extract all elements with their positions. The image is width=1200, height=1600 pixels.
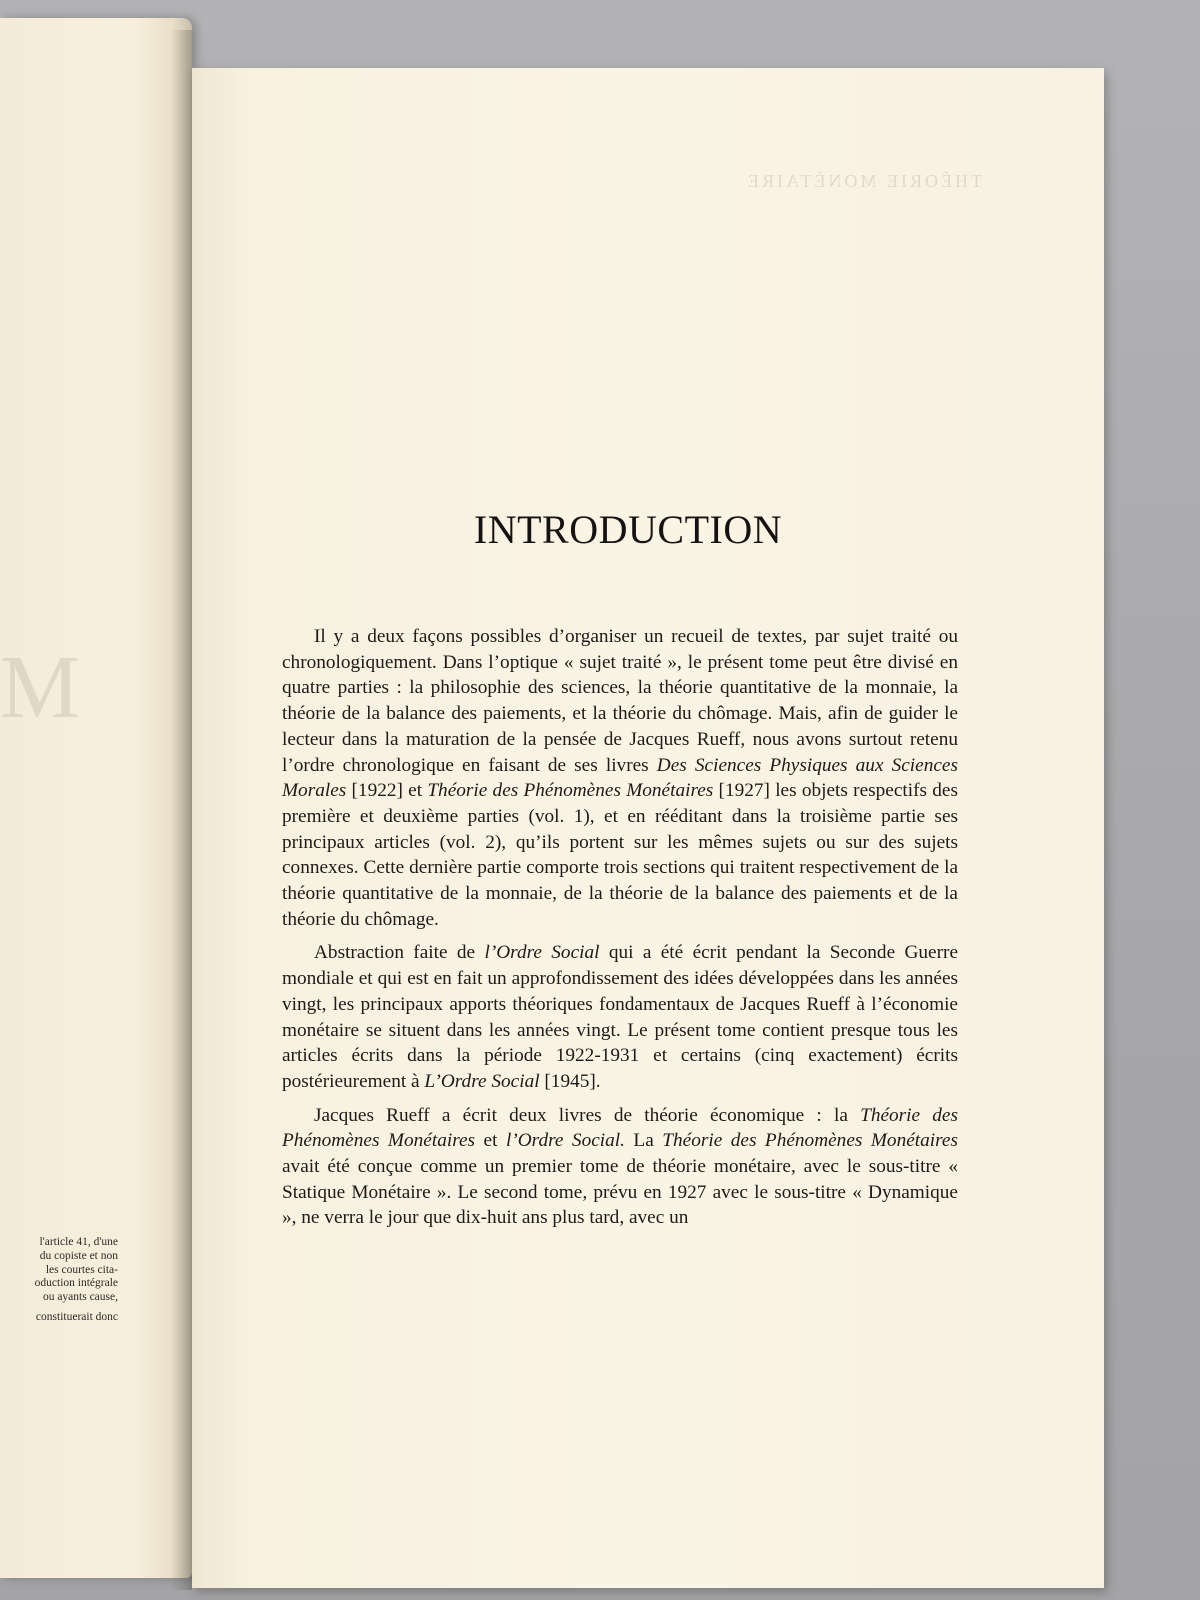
footnote-line: les courtes cita-: [45, 1263, 118, 1276]
footnote-line: ou ayants cause,: [42, 1291, 118, 1304]
text-run: [1927] les objets respectifs des première et deuxième parties (vol. 1), et en rééditant dans la troisième partie ses principaux articles (vol. 2), qu’ils portent sur les mêmes sujets ou sur des sujets connexes. Cette dernière partie comporte trois sections qui traitent respectivement de la théorie quantitative de la monnaie, de la théorie de la balance des paiements et de la théorie du chômage.: [282, 780, 958, 930]
text-run: La: [624, 1130, 663, 1152]
book-title: Théorie des Phénomènes Monétaires: [427, 780, 714, 802]
book-title: L’Ordre Social: [424, 1070, 540, 1092]
text-run: [1922] et: [346, 780, 428, 802]
book-title: l’Ordre Social.: [505, 1130, 625, 1152]
text-run: et: [475, 1130, 506, 1152]
paragraph-1: [282, 624, 958, 932]
book-title: l’Ordre Social: [484, 942, 600, 964]
footnote-line: constituerait donc: [35, 1310, 118, 1323]
text-run: avait été conçue comme un premier tome de théorie monétaire, avec le sous-titre « Statique Monétaire ». Le second tome, prévu en 1927 avec le sous-titre « Dynamique », ne verra le jour que dix-huit ans plus tard, avec un: [282, 1156, 958, 1229]
footnote-line: oduction intégrale: [34, 1277, 118, 1290]
text-run: [1945].: [539, 1070, 601, 1092]
show-through-header: THÉORIE MONÉTAIRE: [744, 171, 982, 191]
text-run: qui a été écrit pendant la Seconde Guerre mondiale et qui est en fait un approfondissement des idées développées dans les années vingt, les principaux apports théoriques fondamentaux de Jacques Rueff à l’économie monétaire se situent dans les années vingt. Le présent tome contient presque tous les articles écrits dans la période 1922-1931 et certains (cinq exactement) écrits postérieurement à: [282, 942, 959, 1092]
paragraph-3: [282, 1103, 958, 1232]
footnote-line: l'article 41, d'une: [39, 1236, 118, 1248]
left-page-footnote: [0, 1236, 118, 1325]
left-page: [0, 18, 192, 1578]
book-gutter: [170, 30, 192, 1590]
right-page: [192, 68, 1104, 1588]
text-run: Jacques Rueff a écrit deux livres de théorie économique : la: [314, 1104, 861, 1126]
book-title: Théorie des Phénomènes Monétaires: [282, 1104, 958, 1152]
footnote-line: du copiste et non: [39, 1249, 118, 1262]
left-page-show-through: M: [0, 638, 81, 737]
body-text: [282, 624, 958, 1239]
text-run: Il y a deux façons possibles d’organiser un recueil de textes, par sujet traité ou chronologiquement. Dans l’optique « sujet traité », le présent tome peut être divisé en quatre parties : la philosophie des sciences, la théorie quantitative de la monnaie, la théorie de la balance des paiements, et la théorie du chômage. Mais, afin de guider le lecteur dans la maturation de la pensée de Jacques Rueff, nous avons surtout retenu l’ordre chronologique en faisant de ses livres: [282, 626, 958, 776]
page-title: INTRODUCTION: [473, 507, 783, 552]
book-title: Théorie des Phénomènes Monétaires: [662, 1130, 958, 1152]
paragraph-2: [282, 940, 958, 1094]
book-title: Des Sciences Physiques aux Sciences Morales: [282, 754, 958, 802]
text-run: Abstraction faite de: [314, 942, 485, 964]
